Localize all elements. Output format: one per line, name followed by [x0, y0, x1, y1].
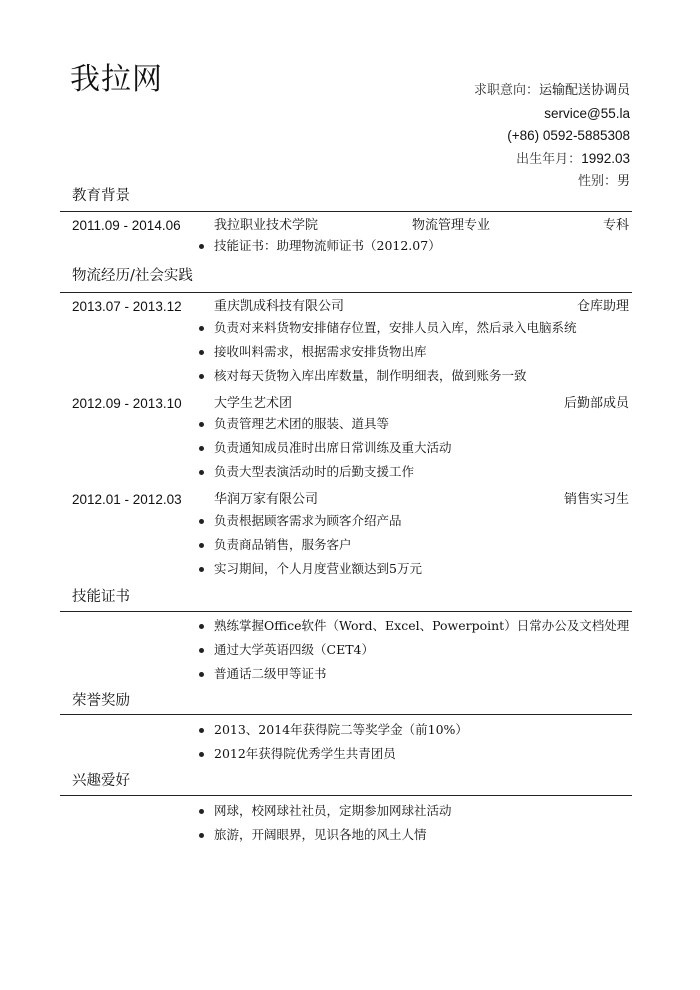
- objective-value: 运输配送协调员: [538, 83, 630, 98]
- email-text: service@55.la: [544, 105, 630, 121]
- list-item: 网球，校网球社社员，定期参加网球社活动: [196, 799, 452, 823]
- skills-bullets: [196, 614, 629, 686]
- entry-major: 物流管理专业: [412, 218, 491, 233]
- birth-line: [474, 148, 630, 172]
- list-item: 旅游，开阔眼界，见识各地的风土人情: [196, 823, 452, 847]
- bullet-dot-icon: [199, 326, 204, 331]
- objective-label: 求职意向：: [473, 83, 539, 98]
- experience-bullets: [196, 316, 577, 388]
- section-title-awards: 荣誉奖励: [72, 693, 130, 709]
- list-item: 实习期间，个人月度营业额达到5万元: [196, 557, 422, 581]
- objective-line: [474, 80, 630, 103]
- list-item: 2013、2014年获得院二等奖学金（前10%）: [196, 718, 468, 742]
- section-divider: [60, 211, 632, 212]
- gender-value: 男: [616, 174, 630, 189]
- list-item: 负责管理艺术团的服装、道具等: [196, 412, 452, 436]
- bullet-dot-icon: [199, 672, 204, 677]
- section-divider: [60, 714, 632, 715]
- bullet-dot-icon: [199, 374, 204, 379]
- bullet-dot-icon: [199, 567, 204, 572]
- list-item: 接收叫料需求，根据需求安排货物出库: [196, 340, 577, 364]
- bullet-dot-icon: [199, 244, 204, 249]
- experience-entry: [72, 490, 629, 510]
- list-item: 2012年获得院优秀学生共青团员: [196, 742, 468, 766]
- experience-bullets: [196, 509, 422, 581]
- phone-text: (+86) 0592-5885308: [507, 128, 630, 143]
- list-item: 负责根据顾客需求为顾客介绍产品: [196, 509, 422, 533]
- bullet-dot-icon: [199, 833, 204, 838]
- gender-label: 性别：: [577, 174, 617, 189]
- list-item: 核对每天货物入库出库数量，制作明细表，做到账务一致: [196, 364, 577, 388]
- education-entry: [72, 216, 629, 236]
- list-item: 技能证书：助理物流师证书（2012.07）: [196, 234, 441, 258]
- gender-line: [474, 171, 630, 194]
- entry-date: 2013.07 - 2013.12: [72, 299, 182, 314]
- bullet-dot-icon: [199, 470, 204, 475]
- entry-role: 仓库助理: [576, 299, 629, 314]
- entry-org: 我拉职业技术学院: [214, 218, 319, 233]
- entry-role: 销售实习生: [563, 492, 629, 507]
- list-item: 通过大学英语四级（CET4）: [196, 638, 629, 662]
- entry-role: 后勤部成员: [563, 396, 629, 411]
- hobbies-bullets: [196, 799, 452, 847]
- list-item: 负责商品销售，服务客户: [196, 533, 422, 557]
- candidate-name: 我拉网: [70, 62, 163, 97]
- entry-date: 2012.09 - 2013.10: [72, 396, 182, 411]
- entry-org: 华润万家有限公司: [214, 492, 319, 507]
- education-bullets: [196, 234, 441, 258]
- list-item: 负责大型表演活动时的后勤支援工作: [196, 460, 452, 484]
- bullet-dot-icon: [199, 728, 204, 733]
- section-title-skills: 技能证书: [72, 589, 130, 605]
- list-item: 熟练掌握Office软件（Word、Excel、Powerpoint）日常办公及文档处理: [196, 614, 629, 638]
- section-divider: [60, 611, 632, 612]
- section-title-hobbies: 兴趣爱好: [72, 773, 130, 789]
- contact-block: [474, 80, 630, 194]
- bullet-dot-icon: [199, 446, 204, 451]
- entry-org: 重庆凯成科技有限公司: [214, 299, 345, 314]
- experience-entry: [72, 297, 629, 317]
- entry-date: 2011.09 - 2014.06: [72, 218, 181, 233]
- bullet-dot-icon: [199, 543, 204, 548]
- list-item: 负责通知成员准时出席日常训练及重大活动: [196, 436, 452, 460]
- section-title-experience: 物流经历/社会实践: [72, 268, 193, 284]
- bullet-dot-icon: [199, 648, 204, 653]
- bullet-dot-icon: [199, 624, 204, 629]
- bullet-dot-icon: [199, 752, 204, 757]
- bullet-dot-icon: [199, 519, 204, 524]
- entry-org: 大学生艺术团: [214, 396, 293, 411]
- entry-role: 专科: [602, 218, 629, 233]
- bullet-dot-icon: [199, 350, 204, 355]
- list-item: 负责对来料货物安排储存位置，安排人员入库，然后录入电脑系统: [196, 316, 577, 340]
- birth-value: 1992.03: [581, 150, 630, 166]
- entry-date: 2012.01 - 2012.03: [72, 492, 182, 507]
- awards-bullets: [196, 718, 468, 766]
- section-divider: [60, 292, 632, 293]
- section-title-education: 教育背景: [72, 188, 130, 204]
- bullet-dot-icon: [199, 809, 204, 814]
- bullet-dot-icon: [199, 422, 204, 427]
- list-item: 普通话二级甲等证书: [196, 662, 629, 686]
- section-divider: [60, 795, 632, 796]
- experience-bullets: [196, 412, 452, 484]
- birth-label: 出生年月：: [516, 151, 582, 167]
- experience-entry: [72, 394, 629, 414]
